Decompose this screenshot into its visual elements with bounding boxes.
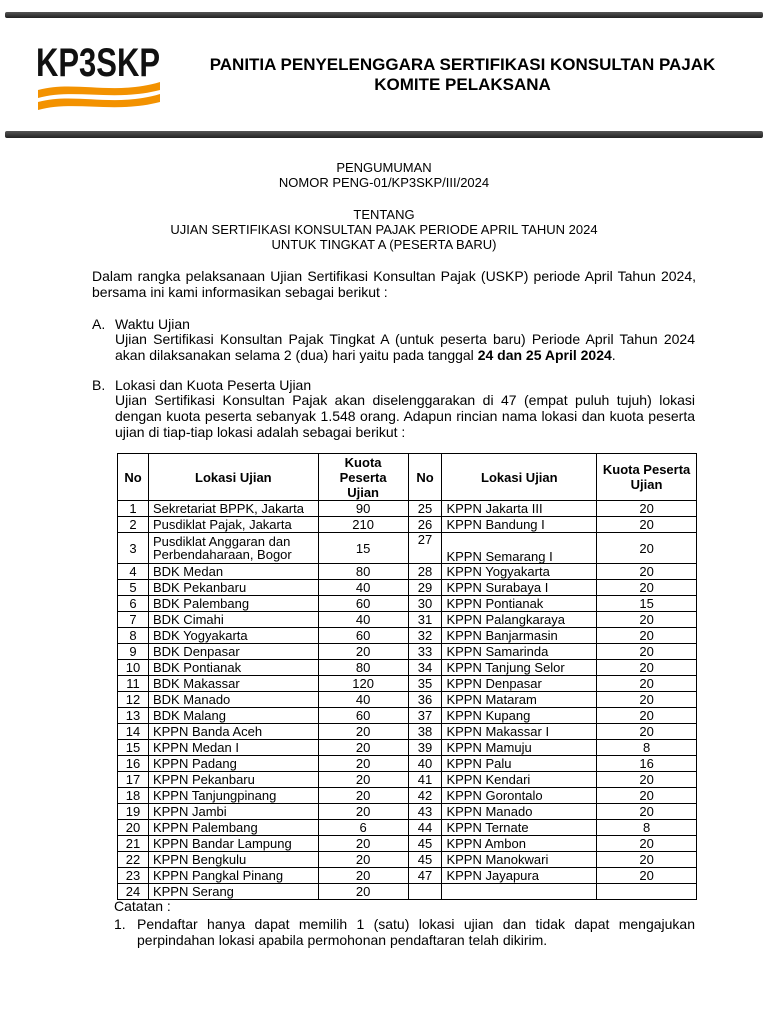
row-quota-left: 40 [318, 580, 408, 596]
header-quota-left: Kuota Peserta Ujian [318, 454, 408, 501]
header-quota-right: Kuota Peserta Ujian [597, 454, 697, 501]
intro-paragraph: Dalam rangka pelaksanaan Ujian Sertifikasi Konsultan Pajak (USKP) periode April Tahun 2024, bersama ini kami informasikan sebagai berikut : [92, 268, 696, 300]
header-location-right: Lokasi Ujian [442, 454, 597, 501]
row-no-right: 39 [408, 740, 442, 756]
row-location-right: KPPN Ambon [442, 836, 597, 852]
row-quota-left: 20 [318, 756, 408, 772]
row-quota-left: 60 [318, 596, 408, 612]
row-location-right: KPPN Yogyakarta [442, 564, 597, 580]
row-quota-left: 60 [318, 708, 408, 724]
row-quota-right: 20 [597, 788, 697, 804]
row-quota-left: 40 [318, 612, 408, 628]
announcement-subject [0, 207, 768, 252]
row-no-left: 9 [118, 644, 149, 660]
row-no-left: 12 [118, 692, 149, 708]
row-quota-left: 20 [318, 836, 408, 852]
row-location-right [442, 884, 597, 900]
row-location-left: BDK Pekanbaru [148, 580, 318, 596]
row-quota-right: 20 [597, 868, 697, 884]
row-quota-right: 20 [597, 692, 697, 708]
table-row [118, 612, 697, 628]
row-quota-left: 20 [318, 644, 408, 660]
row-quota-right: 20 [597, 772, 697, 788]
row-no-left: 17 [118, 772, 149, 788]
table-row [118, 788, 697, 804]
row-no-left: 10 [118, 660, 149, 676]
row-no-right: 34 [408, 660, 442, 676]
table-row [118, 692, 697, 708]
row-no-left: 16 [118, 756, 149, 772]
row-quota-right: 8 [597, 740, 697, 756]
row-quota-left: 80 [318, 564, 408, 580]
row-location-left: BDK Denpasar [148, 644, 318, 660]
section-b-text: Ujian Sertifikasi Konsultan Pajak akan diselenggarakan di 47 (empat puluh tujuh) lokasi dengan kuota peserta sebanyak 1.548 orang. Adapun rincian nama lokasi dan kuota peserta ujian di tiap-tiap lokasi adalah sebagai berikut : [115, 392, 695, 440]
row-no-right: 26 [408, 517, 442, 533]
row-location-right: KPPN Banjarmasin [442, 628, 597, 644]
table-row [118, 660, 697, 676]
row-quota-left: 90 [318, 501, 408, 517]
row-no-right: 43 [408, 804, 442, 820]
row-no-right: 33 [408, 644, 442, 660]
table-row [118, 756, 697, 772]
row-quota-right: 20 [597, 804, 697, 820]
row-quota-left: 20 [318, 884, 408, 900]
row-no-right: 40 [408, 756, 442, 772]
row-quota-left: 210 [318, 517, 408, 533]
row-no-right: 31 [408, 612, 442, 628]
table-row [118, 820, 697, 836]
row-location-left: BDK Makassar [148, 676, 318, 692]
row-location-right: KPPN Semarang I [442, 533, 597, 564]
row-quota-left: 20 [318, 804, 408, 820]
row-location-left: BDK Pontianak [148, 660, 318, 676]
note-number: 1. [114, 916, 126, 932]
row-quota-left: 20 [318, 868, 408, 884]
table-row [118, 517, 697, 533]
header-location-left: Lokasi Ujian [148, 454, 318, 501]
row-location-right: KPPN Ternate [442, 820, 597, 836]
section-a-title: Waktu Ujian [115, 316, 190, 332]
row-quota-right: 20 [597, 612, 697, 628]
row-no-right: 27 [408, 533, 442, 564]
header-title [170, 55, 755, 95]
row-quota-right: 20 [597, 517, 697, 533]
table-row [118, 596, 697, 612]
row-no-right: 42 [408, 788, 442, 804]
row-no-left: 4 [118, 564, 149, 580]
table-row [118, 884, 697, 900]
section-b-letter: B. [92, 377, 106, 393]
row-no-left: 6 [118, 596, 149, 612]
row-location-right: KPPN Denpasar [442, 676, 597, 692]
row-location-right: KPPN Gorontalo [442, 788, 597, 804]
row-location-left: KPPN Pangkal Pinang [148, 868, 318, 884]
row-location-right: KPPN Manado [442, 804, 597, 820]
table-header-row [118, 454, 697, 501]
row-no-left: 1 [118, 501, 149, 517]
row-location-right: KPPN Jakarta III [442, 501, 597, 517]
row-quota-left: 20 [318, 772, 408, 788]
row-no-left: 7 [118, 612, 149, 628]
notes-title: Catatan : [114, 898, 171, 914]
note-text: Pendaftar hanya dapat memilih 1 (satu) lokasi ujian dan tidak dapat mengajukan perpindahan lokasi apabila permohonan pendaftaran telah dikirim. [137, 916, 695, 948]
row-no-right: 44 [408, 820, 442, 836]
row-location-right: KPPN Palu [442, 756, 597, 772]
row-no-left: 22 [118, 852, 149, 868]
row-no-left: 13 [118, 708, 149, 724]
row-location-left: BDK Yogyakarta [148, 628, 318, 644]
row-location-right: KPPN Palangkaraya [442, 612, 597, 628]
table-row [118, 724, 697, 740]
row-location-right: KPPN Jayapura [442, 868, 597, 884]
row-location-left: KPPN Bengkulu [148, 852, 318, 868]
row-location-left: BDK Medan [148, 564, 318, 580]
row-location-left: KPPN Palembang [148, 820, 318, 836]
table-row [118, 501, 697, 517]
row-quota-right: 20 [597, 724, 697, 740]
row-no-left: 23 [118, 868, 149, 884]
row-location-left: KPPN Jambi [148, 804, 318, 820]
header-title-line2: KOMITE PELAKSANA [374, 75, 551, 94]
logo-swoosh-bottom [38, 94, 160, 110]
table-row [118, 852, 697, 868]
row-location-left: Sekretariat BPPK, Jakarta [148, 501, 318, 517]
row-quota-left: 20 [318, 740, 408, 756]
row-location-right: KPPN Mamuju [442, 740, 597, 756]
table-row [118, 708, 697, 724]
table-row [118, 628, 697, 644]
row-quota-left: 20 [318, 788, 408, 804]
announcement-subject-line1: UJIAN SERTIFIKASI KONSULTAN PAJAK PERIODE APRIL TAHUN 2024 [170, 222, 598, 237]
row-location-right: KPPN Tanjung Selor [442, 660, 597, 676]
logo-wordmark: KP3SKP [36, 41, 160, 85]
row-quota-left: 60 [318, 628, 408, 644]
header-top-rule [5, 12, 763, 18]
row-no-left: 20 [118, 820, 149, 836]
row-location-left: KPPN Pekanbaru [148, 772, 318, 788]
table-row [118, 580, 697, 596]
section-b-title: Lokasi dan Kuota Peserta Ujian [115, 377, 312, 393]
row-quota-right: 20 [597, 628, 697, 644]
row-no-right: 36 [408, 692, 442, 708]
row-no-right: 45 [408, 836, 442, 852]
location-quota-table [117, 453, 697, 900]
row-location-left: KPPN Padang [148, 756, 318, 772]
row-no-right: 35 [408, 676, 442, 692]
row-quota-right: 16 [597, 756, 697, 772]
row-quota-right: 20 [597, 644, 697, 660]
row-quota-left: 20 [318, 724, 408, 740]
row-location-left: KPPN Serang [148, 884, 318, 900]
row-no-left: 5 [118, 580, 149, 596]
section-a-body: Ujian Sertifikasi Konsultan Pajak Tingkat A (untuk peserta baru) Periode April Tahun 2024 akan dilaksanakan selama 2 (dua) hari yaitu pada tanggal [115, 331, 695, 363]
row-quota-right: 20 [597, 580, 697, 596]
row-no-right: 37 [408, 708, 442, 724]
row-quota-right: 20 [597, 708, 697, 724]
row-quota-left: 15 [318, 533, 408, 564]
table-body [118, 501, 697, 900]
row-location-left: KPPN Banda Aceh [148, 724, 318, 740]
row-quota-right: 20 [597, 836, 697, 852]
row-quota-left: 120 [318, 676, 408, 692]
row-location-left: BDK Manado [148, 692, 318, 708]
row-no-right: 45 [408, 852, 442, 868]
row-quota-right: 20 [597, 564, 697, 580]
announcement-heading [0, 160, 768, 190]
row-no-right: 38 [408, 724, 442, 740]
announcement-number: NOMOR PENG-01/KP3SKP/III/2024 [278, 175, 490, 190]
row-location-left: Pusdiklat Pajak, Jakarta [148, 517, 318, 533]
table-row [118, 740, 697, 756]
row-location-right: KPPN Manokwari [442, 852, 597, 868]
row-no-left: 18 [118, 788, 149, 804]
row-quota-left: 6 [318, 820, 408, 836]
row-no-left: 2 [118, 517, 149, 533]
row-location-right: KPPN Pontianak [442, 596, 597, 612]
row-location-left: BDK Cimahi [148, 612, 318, 628]
section-a-end: . [611, 347, 616, 363]
header-title-line1: PANITIA PENYELENGGARA SERTIFIKASI KONSULTAN PAJAK [209, 55, 716, 74]
row-no-right: 29 [408, 580, 442, 596]
row-location-left: Pusdiklat Anggaran dan Perbendaharaan, Bogor [148, 533, 318, 564]
row-quota-right: 8 [597, 820, 697, 836]
section-a-text [115, 331, 695, 363]
row-location-right: KPPN Mataram [442, 692, 597, 708]
table-row [118, 868, 697, 884]
row-quota-right: 20 [597, 852, 697, 868]
row-location-right: KPPN Kupang [442, 708, 597, 724]
row-quota-right: 20 [597, 660, 697, 676]
row-location-left: BDK Palembang [148, 596, 318, 612]
row-no-right: 47 [408, 868, 442, 884]
row-location-right: KPPN Samarinda [442, 644, 597, 660]
row-no-right: 32 [408, 628, 442, 644]
header-bottom-rule [5, 131, 763, 138]
row-no-right: 30 [408, 596, 442, 612]
row-quota-right: 15 [597, 596, 697, 612]
announcement-subject-line2: UNTUK TINGKAT A (PESERTA BARU) [271, 237, 497, 252]
table-row [118, 676, 697, 692]
row-quota-right: 20 [597, 676, 697, 692]
row-quota-left: 40 [318, 692, 408, 708]
row-quota-left: 20 [318, 852, 408, 868]
row-quota-right: 20 [597, 533, 697, 564]
section-a-letter: A. [92, 316, 106, 332]
row-no-right [408, 884, 442, 900]
section-a-dates: 24 dan 25 April 2024 [477, 347, 612, 363]
row-location-right: KPPN Bandung I [442, 517, 597, 533]
row-location-left: KPPN Bandar Lampung [148, 836, 318, 852]
kp3skp-logo [34, 36, 164, 116]
row-no-right: 28 [408, 564, 442, 580]
row-location-right: KPPN Surabaya I [442, 580, 597, 596]
row-no-left: 14 [118, 724, 149, 740]
row-location-right: KPPN Kendari [442, 772, 597, 788]
row-no-left: 11 [118, 676, 149, 692]
announcement-label: PENGUMUMAN [336, 160, 432, 175]
row-no-right: 25 [408, 501, 442, 517]
row-location-left: KPPN Tanjungpinang [148, 788, 318, 804]
table-row [118, 836, 697, 852]
row-quota-right: 20 [597, 501, 697, 517]
header-no-left: No [118, 454, 149, 501]
table-row [118, 804, 697, 820]
table-row [118, 533, 697, 564]
announcement-about: TENTANG [353, 207, 415, 222]
table-row [118, 564, 697, 580]
row-no-left: 3 [118, 533, 149, 564]
row-location-right: KPPN Makassar I [442, 724, 597, 740]
row-location-left: KPPN Medan I [148, 740, 318, 756]
row-no-left: 15 [118, 740, 149, 756]
row-quota-left: 80 [318, 660, 408, 676]
table-row [118, 644, 697, 660]
row-no-left: 21 [118, 836, 149, 852]
row-no-left: 8 [118, 628, 149, 644]
row-no-left: 19 [118, 804, 149, 820]
row-location-left: BDK Malang [148, 708, 318, 724]
row-no-right: 41 [408, 772, 442, 788]
table-row [118, 772, 697, 788]
row-quota-right [597, 884, 697, 900]
row-no-left: 24 [118, 884, 149, 900]
header-no-right: No [408, 454, 442, 501]
